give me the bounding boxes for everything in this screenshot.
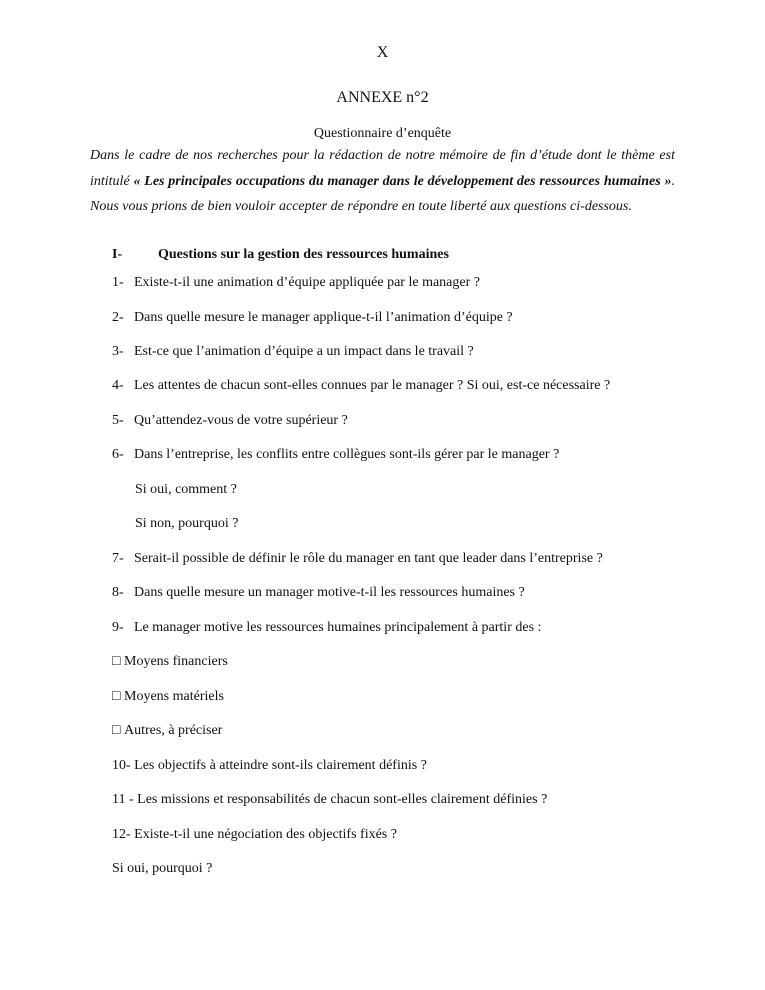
intro-text-2: . Nous vous prions de bien vouloir accepter de répondre en toute liberté aux questions ci-dessous. <box>90 173 675 214</box>
question-text: Dans quelle mesure un manager motive-t-il les ressources humaines ? <box>134 585 525 600</box>
question-number: 8- <box>112 585 124 600</box>
option-material[interactable] <box>112 689 224 705</box>
question-number: 7- <box>112 551 124 566</box>
question-text: Les attentes de chacun sont-elles connues par le manager ? Si oui, est-ce nécessaire ? <box>134 378 611 393</box>
question-5 <box>112 413 348 429</box>
checkbox-icon[interactable]: □ <box>112 723 121 738</box>
option-label: Autres, à préciser <box>124 723 223 738</box>
question-6-if-yes: Si oui, comment ? <box>135 482 237 497</box>
question-text: Existe-t-il une animation d’équipe appliquée par le manager ? <box>134 275 480 290</box>
question-8 <box>112 585 525 601</box>
question-number: 9- <box>112 620 124 635</box>
question-11: 11 - Les missions et responsabilités de chacun sont-elles clairement définies ? <box>112 792 548 807</box>
option-label: Moyens matériels <box>124 689 224 704</box>
checkbox-icon[interactable]: □ <box>112 654 121 669</box>
question-6-if-no: Si non, pourquoi ? <box>135 516 239 531</box>
question-number: 3- <box>112 344 124 359</box>
option-financial[interactable] <box>112 654 228 670</box>
section-heading <box>112 247 449 263</box>
question-number: 1- <box>112 275 124 290</box>
intro-paragraph <box>90 143 675 220</box>
question-text: Qu’attendez-vous de votre supérieur ? <box>134 413 348 428</box>
question-text: Dans l’entreprise, les conflits entre collègues sont-ils gérer par le manager ? <box>134 447 560 462</box>
section-number: I- <box>112 247 123 262</box>
intro-text-1: Dans le cadre de nos recherches pour la rédaction de notre mémoire de fin d’étude dont le thème est intitulé <box>90 148 675 189</box>
question-9 <box>112 620 541 636</box>
question-number: 2- <box>112 310 124 325</box>
annex-title: ANNEXE n°2 <box>336 89 429 106</box>
question-text: Dans quelle mesure le manager applique-t-il l’animation d’équipe ? <box>134 310 513 325</box>
section-title: Questions sur la gestion des ressources humaines <box>158 247 449 262</box>
questionnaire-subtitle: Questionnaire d’enquête <box>313 126 452 141</box>
question-3 <box>112 344 474 360</box>
question-12-if-yes: Si oui, pourquoi ? <box>112 861 213 876</box>
question-number: 5- <box>112 413 124 428</box>
option-other[interactable] <box>112 723 222 739</box>
question-text: Le manager motive les ressources humaines principalement à partir des : <box>134 620 542 635</box>
question-4 <box>112 378 610 394</box>
question-text: Serait-il possible de définir le rôle du manager en tant que leader dans l’entreprise ? <box>134 551 603 566</box>
intro-theme-title: « Les principales occupations du manager dans le développement des ressources humaines » <box>133 173 672 189</box>
question-7 <box>112 551 603 567</box>
question-number: 4- <box>112 378 124 393</box>
question-text: Est-ce que l’animation d’équipe a un impact dans le travail ? <box>134 344 474 359</box>
page-number: X <box>376 44 389 61</box>
question-number: 6- <box>112 447 124 462</box>
question-1 <box>112 275 480 291</box>
question-6 <box>112 447 559 463</box>
checkbox-icon[interactable]: □ <box>112 689 121 704</box>
question-12: 12- Existe-t-il une négociation des objectifs fixés ? <box>112 827 397 842</box>
question-2 <box>112 310 513 326</box>
option-label: Moyens financiers <box>124 654 228 669</box>
question-10: 10- Les objectifs à atteindre sont-ils clairement définis ? <box>112 758 427 773</box>
